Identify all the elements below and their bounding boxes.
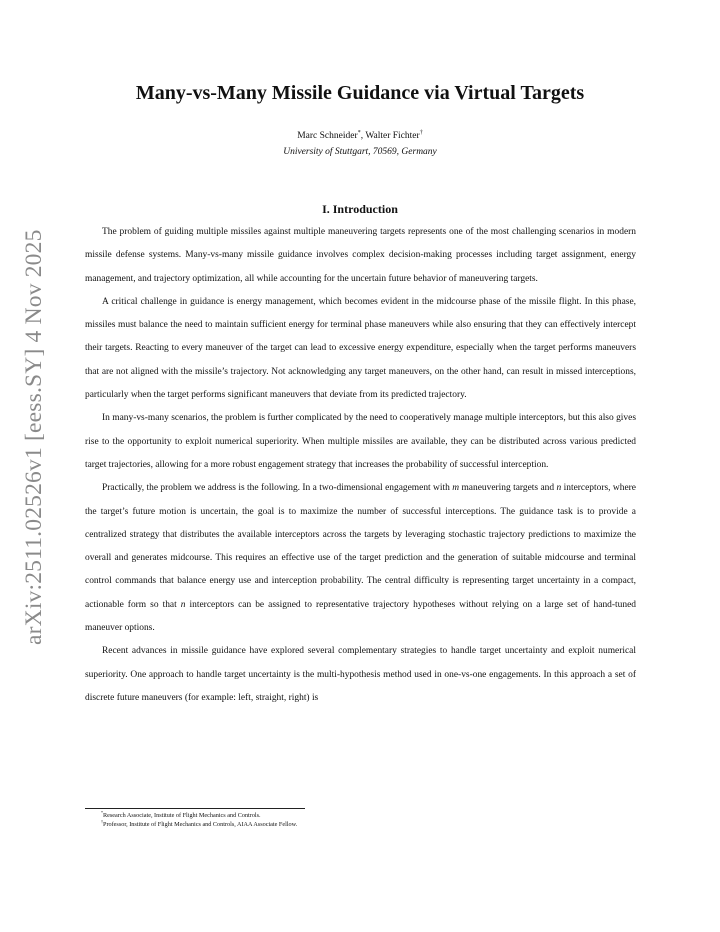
text-run: Practically, the problem we address is the following. In a two-dimensional engagement with (102, 483, 453, 494)
paper-title: Many-vs-Many Missile Guidance via Virtual Targets (135, 82, 585, 104)
affiliation: University of Stuttgart, 70569, Germany (283, 147, 437, 157)
arxiv-identifier: arXiv:2511.02526v1 [eess.SY] 4 Nov 2025 (21, 229, 47, 645)
text-run: maneuvering targets and (459, 483, 557, 494)
footnote-divider (85, 808, 305, 809)
author-line (0, 130, 720, 143)
footnote-text: Research Associate, Institute of Flight Mechanics and Controls. (103, 812, 261, 819)
footnotes (101, 809, 298, 829)
paragraph: In many-vs-many scenarios, the problem is further complicated by the need to cooperatively manage multiple interceptors, but this also gives rise to the opportunity to exploit numerical superiority. When multiple missiles are available, they can be distributed across various predicted target trajectories, allowing for a more robust engagement strategy that increases the probability of successful interception. (85, 413, 636, 470)
paragraph: The problem of guiding multiple missiles against multiple maneuvering targets represents one of the most challenging scenarios in modern missile defense systems. Many-vs-many missile guidance involves complex decision-making processes including target assignment, energy management, and trajectory optimization, all while accounting for the uncertain future behavior of maneuvering targets. (85, 227, 636, 284)
math-variable: n (556, 483, 562, 494)
footnote (101, 809, 297, 821)
body-text (85, 221, 636, 710)
footnote-marker: † (101, 818, 104, 824)
paragraph: Recent advances in missile guidance have explored several complementary strategies to handle target uncertainty and exploit numerical superiority. One approach to handle target uncertainty is the multi-hypothesis method used in one-vs-one engagements. In this approach a set of discrete future maneuvers (for example: left, straight, right) is (85, 646, 636, 703)
section-heading: I. Introduction (322, 202, 398, 216)
footnote-marker: * (357, 129, 361, 136)
footnote-marker: † (419, 129, 423, 136)
footnote-marker: * (101, 809, 104, 815)
math-variable: m (452, 483, 460, 494)
author-name: Marc Schneider (297, 131, 358, 141)
paragraph (85, 477, 636, 640)
author-name: Walter Fichter (365, 131, 420, 141)
paragraph: A critical challenge in guidance is energy management, which becomes evident in the midcourse phase of the missile flight. In this phase, missiles must balance the need to maintain sufficient energy for terminal phase maneuvers while also ensuring that they can effectively intercept their targets. Reacting to every maneuver of the target can lead to excessive energy expenditure, especially when the target performs maneuvers that are not aligned with the missile’s trajectory. Not acknowledging any target maneuvers, on the other hand, can result in missed interceptions, particularly when the target performs significant maneuvers that deviate from its predicted trajectory. (85, 296, 636, 401)
text-run: interceptors, where the target’s future motion is uncertain, the goal is to maximize the number of successful interceptions. The guidance task is to provide a centralized strategy that distributes the available interceptors across the targets by leveraging stochastic trajectory predictions to maximize the overall and generates midcourse. This requires an effective use of the target prediction and the generation of suitable midcourse and terminal control commands that balance energy use and interception probability. The central difficulty is representing target uncertainty in a compact, actionable form so that (85, 483, 636, 610)
author-separator: , (360, 131, 366, 141)
math-variable: n (180, 599, 186, 610)
text-run: interceptors can be assigned to representative trajectory hypotheses without relying on a large set of hand-tuned maneuver options. (85, 599, 636, 634)
footnote-text: Professor, Institute of Flight Mechanics and Controls, AIAA Associate Fellow. (103, 820, 298, 828)
footnote (101, 818, 298, 830)
